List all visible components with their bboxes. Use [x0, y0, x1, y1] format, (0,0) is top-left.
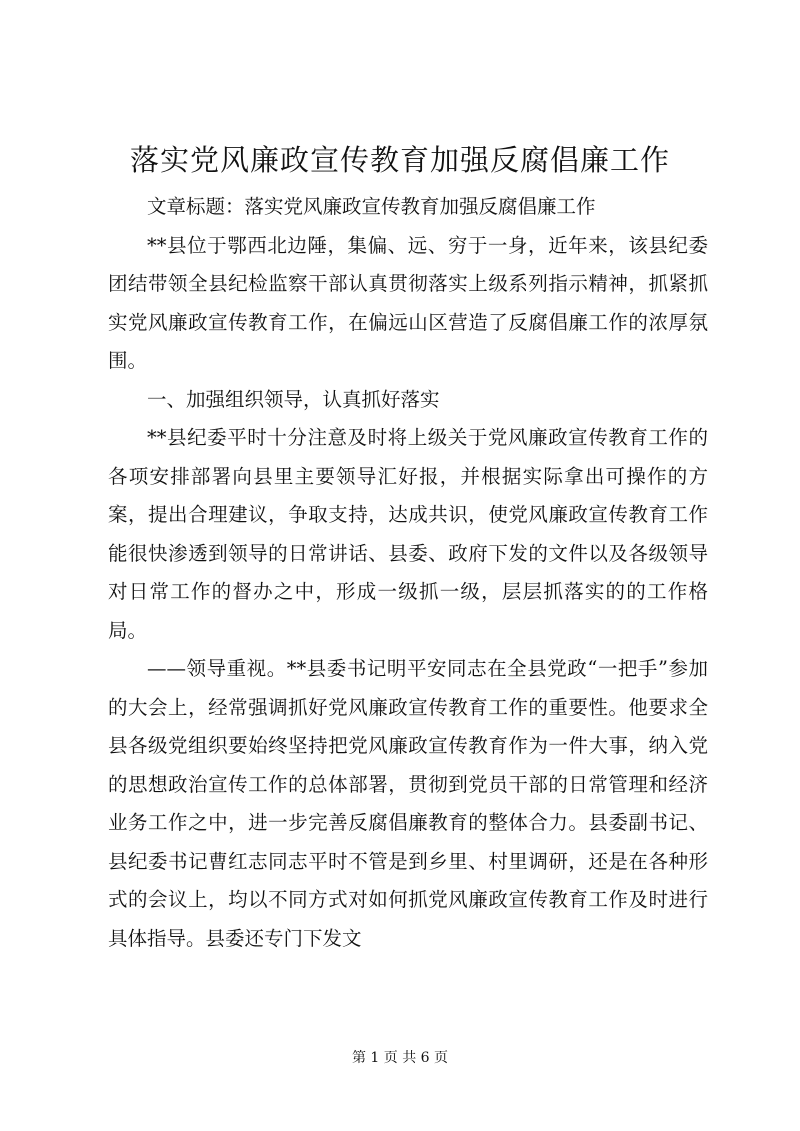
section-heading: 一、加强组织领导，认真抓好落实 [147, 387, 440, 411]
document-body [108, 188, 708, 958]
document-title: 落实党风廉政宣传教育加强反腐倡廉工作 [129, 143, 670, 177]
body-paragraph: ——领导重视。**县委书记明平安同志在全县党政“一把手”参加的大会上，经常强调抓好党风廉政宣传教育工作的重要性。他要求全县各级党组织要始终坚持把党风廉政宣传教育作为一件大事，纳入党的思想政治宣传工作的总体部署，贯彻到党员干部的日常管理和经济业务工作之中，进一步完善反腐倡廉教育的整体合力。县委副书记、县纪委书记曹红志同志平时不管是到乡里、村里调研，还是在各种形式的会议上，均以不同方式对如何抓党风廉政宣传教育工作及时进行具体指导。县委还专门下发文 [108, 657, 708, 950]
intro-paragraph: **县位于鄂西北边陲，集偏、远、穷于一身，近年来，该县纪委团结带领全县纪检监察干部认真贯彻落实上级系列指示精神，抓紧抓实党风廉政宣传教育工作，在偏远山区营造了反腐倡廉工作的浓厚氛围。 [108, 233, 708, 372]
article-title-line: 文章标题：落实党风廉政宣传教育加强反腐倡廉工作 [147, 195, 596, 218]
body-paragraph: **县纪委平时十分注意及时将上级关于党风廉政宣传教育工作的各项安排部署向县里主要领导汇好报，并根据实际拿出可操作的方案，提出合理建议，争取支持，达成共识，使党风廉政宣传教育工作能很快渗透到领导的日常讲话、县委、政府下发的文件以及各级领导对日常工作的督办之中，形成一级抓一级，层层抓落实的的工作格局。 [108, 426, 708, 642]
page-footer: 第 1 页 共 6 页 [351, 1050, 449, 1066]
